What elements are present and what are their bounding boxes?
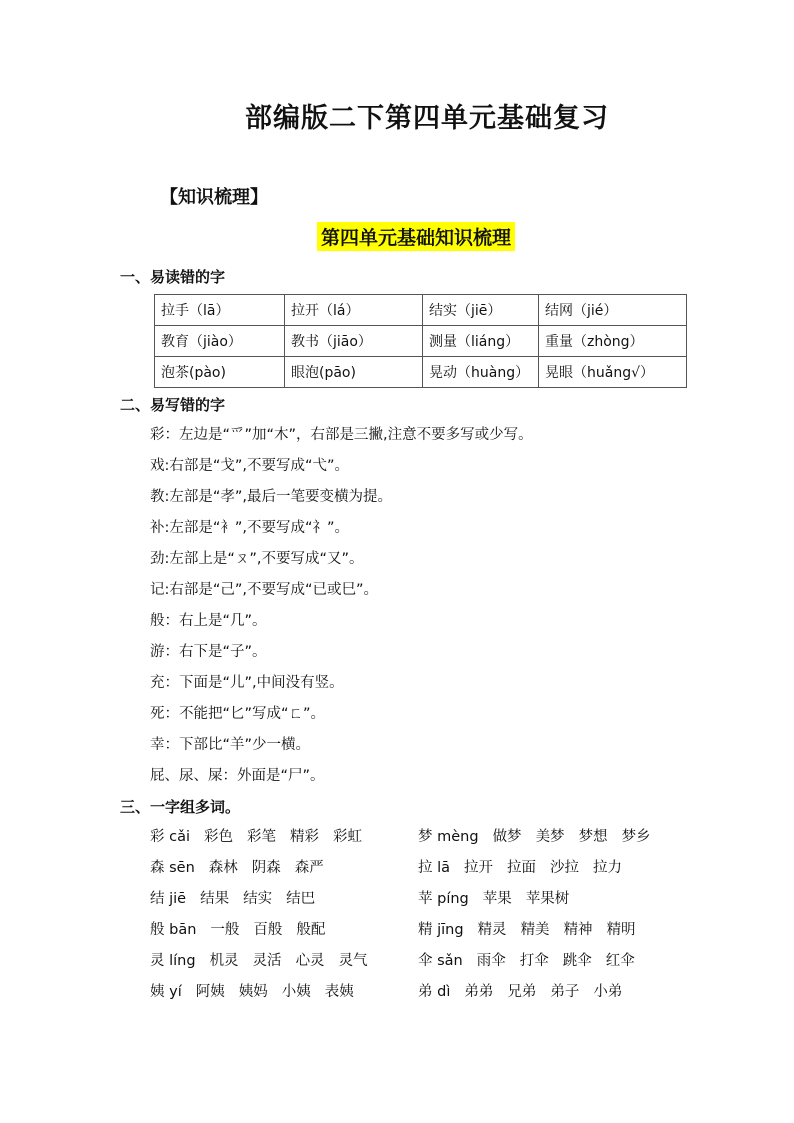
word-head: 苹 píng xyxy=(418,891,469,907)
word-item: 森林 xyxy=(208,860,238,876)
word-item: 灵气 xyxy=(338,953,368,969)
word-head: 般 bān xyxy=(150,922,197,938)
list-item: 死：不能把“匕”写成“ㄈ”。 xyxy=(150,706,326,722)
word-item: 一般 xyxy=(210,922,240,938)
word-item: 小弟 xyxy=(593,984,623,1000)
word-head: 彩 cǎi xyxy=(150,829,190,845)
word-item: 小姨 xyxy=(281,984,311,1000)
list-item: 记:右部是“己”,不要写成“已或巳”。 xyxy=(150,582,379,598)
word-item: 精灵 xyxy=(477,922,507,938)
word-item: 跳伞 xyxy=(562,953,592,969)
section-heading-easy-write: 二、易写错的字 xyxy=(120,396,226,414)
word-item: 弟弟 xyxy=(464,984,494,1000)
word-group-row xyxy=(418,915,665,946)
word-item: 心灵 xyxy=(295,953,325,969)
list-item: 游：右下是“子”。 xyxy=(150,644,267,660)
word-item: 拉力 xyxy=(593,860,623,876)
word-item: 森严 xyxy=(294,860,324,876)
word-item: 百般 xyxy=(253,922,283,938)
word-item: 兄弟 xyxy=(507,984,537,1000)
list-item: 屁、尿、屎：外面是“尸”。 xyxy=(150,768,325,784)
table-cell: 测量（liáng） xyxy=(423,326,539,357)
word-item: 做梦 xyxy=(492,829,522,845)
table-cell: 拉手（lā） xyxy=(155,295,285,326)
word-item: 雨伞 xyxy=(476,953,506,969)
word-item: 梦乡 xyxy=(621,829,651,845)
word-head: 梦 mèng xyxy=(418,829,479,845)
list-item: 教:左部是“孝”,最后一笔要变横为提。 xyxy=(150,489,393,505)
word-item: 阴森 xyxy=(251,860,281,876)
word-group-row xyxy=(150,946,382,977)
word-item: 阿姨 xyxy=(195,984,225,1000)
knowledge-heading: 【知识梳理】 xyxy=(160,187,268,208)
word-item: 弟子 xyxy=(550,984,580,1000)
word-item: 精彩 xyxy=(290,829,319,845)
subtitle-wrap xyxy=(0,222,794,251)
word-item: 红伞 xyxy=(605,953,635,969)
word-item: 拉面 xyxy=(507,860,537,876)
word-item: 精明 xyxy=(606,922,636,938)
word-groups-left xyxy=(150,822,382,1008)
table-cell: 晃动（huàng） xyxy=(423,357,539,388)
word-item: 精神 xyxy=(563,922,593,938)
list-item: 劲:左部上是“ㄡ”,不要写成“又”。 xyxy=(150,551,364,567)
word-item: 彩色 xyxy=(204,829,233,845)
easy-read-table xyxy=(154,294,687,388)
word-item: 般配 xyxy=(296,922,326,938)
table-cell: 结网（jié） xyxy=(539,295,687,326)
table-cell: 眼泡(pāo) xyxy=(285,357,423,388)
word-group-row xyxy=(150,853,382,884)
word-group-row xyxy=(418,853,665,884)
word-item: 拉开 xyxy=(464,860,494,876)
unit-subtitle: 第四单元基础知识梳理 xyxy=(317,222,515,251)
word-head: 拉 lā xyxy=(418,860,451,876)
word-item: 姨妈 xyxy=(238,984,268,1000)
word-group-row xyxy=(418,977,665,1008)
word-group-row xyxy=(150,915,382,946)
word-item: 沙拉 xyxy=(550,860,580,876)
word-group-row xyxy=(150,977,382,1008)
word-head: 结 jiē xyxy=(150,891,187,907)
word-item: 彩虹 xyxy=(333,829,362,845)
word-item: 结巴 xyxy=(286,891,316,907)
word-item: 结实 xyxy=(243,891,273,907)
table-cell: 泡茶(pào) xyxy=(155,357,285,388)
table-row xyxy=(155,357,687,388)
word-item: 苹果 xyxy=(482,891,512,907)
easy-write-list xyxy=(150,420,533,792)
word-head: 精 jīng xyxy=(418,922,464,938)
table-cell: 教育（jiào） xyxy=(155,326,285,357)
word-head: 姨 yí xyxy=(150,984,182,1000)
word-item: 彩笔 xyxy=(247,829,276,845)
table-cell: 重量（zhòng） xyxy=(539,326,687,357)
word-head: 灵 líng xyxy=(150,953,196,969)
table-row xyxy=(155,326,687,357)
table-cell: 晃眼（huǎng√） xyxy=(539,357,687,388)
word-group-row xyxy=(418,946,665,977)
word-group-row xyxy=(418,822,665,853)
word-item: 表姨 xyxy=(324,984,354,1000)
list-item: 彩：左边是“爫”加“木”，右部是三撇,注意不要多写或少写。 xyxy=(150,427,533,443)
word-item: 结果 xyxy=(200,891,230,907)
word-groups-right xyxy=(418,822,665,1008)
list-item: 戏:右部是“戈”,不要写成“弋”。 xyxy=(150,458,350,474)
word-item: 梦想 xyxy=(578,829,608,845)
word-group-row xyxy=(150,884,382,915)
word-item: 打伞 xyxy=(519,953,549,969)
page-title: 部编版二下第四单元基础复习 xyxy=(245,103,609,134)
word-head: 伞 sǎn xyxy=(418,953,463,969)
word-head: 森 sēn xyxy=(150,860,195,876)
table-cell: 教书（jiāo） xyxy=(285,326,423,357)
table-cell: 结实（jiē） xyxy=(423,295,539,326)
word-item: 灵活 xyxy=(252,953,282,969)
word-group-row xyxy=(150,822,382,853)
table-row xyxy=(155,295,687,326)
word-item: 美梦 xyxy=(535,829,565,845)
word-item: 机灵 xyxy=(209,953,239,969)
section-heading-word-groups: 三、一字组多词。 xyxy=(120,798,241,816)
word-item: 精美 xyxy=(520,922,550,938)
section-heading-easy-read: 一、易读错的字 xyxy=(120,268,226,286)
list-item: 补:左部是“衤”,不要写成“礻”。 xyxy=(150,520,350,536)
word-item: 苹果树 xyxy=(525,891,570,907)
word-group-row xyxy=(418,884,665,915)
table-cell: 拉开（lá） xyxy=(285,295,423,326)
list-item: 充：下面是“儿”,中间没有竖。 xyxy=(150,675,344,691)
list-item: 幸：下部比“羊”少一横。 xyxy=(150,737,311,753)
list-item: 般：右上是“几”。 xyxy=(150,613,267,629)
word-head: 弟 dì xyxy=(418,984,451,1000)
